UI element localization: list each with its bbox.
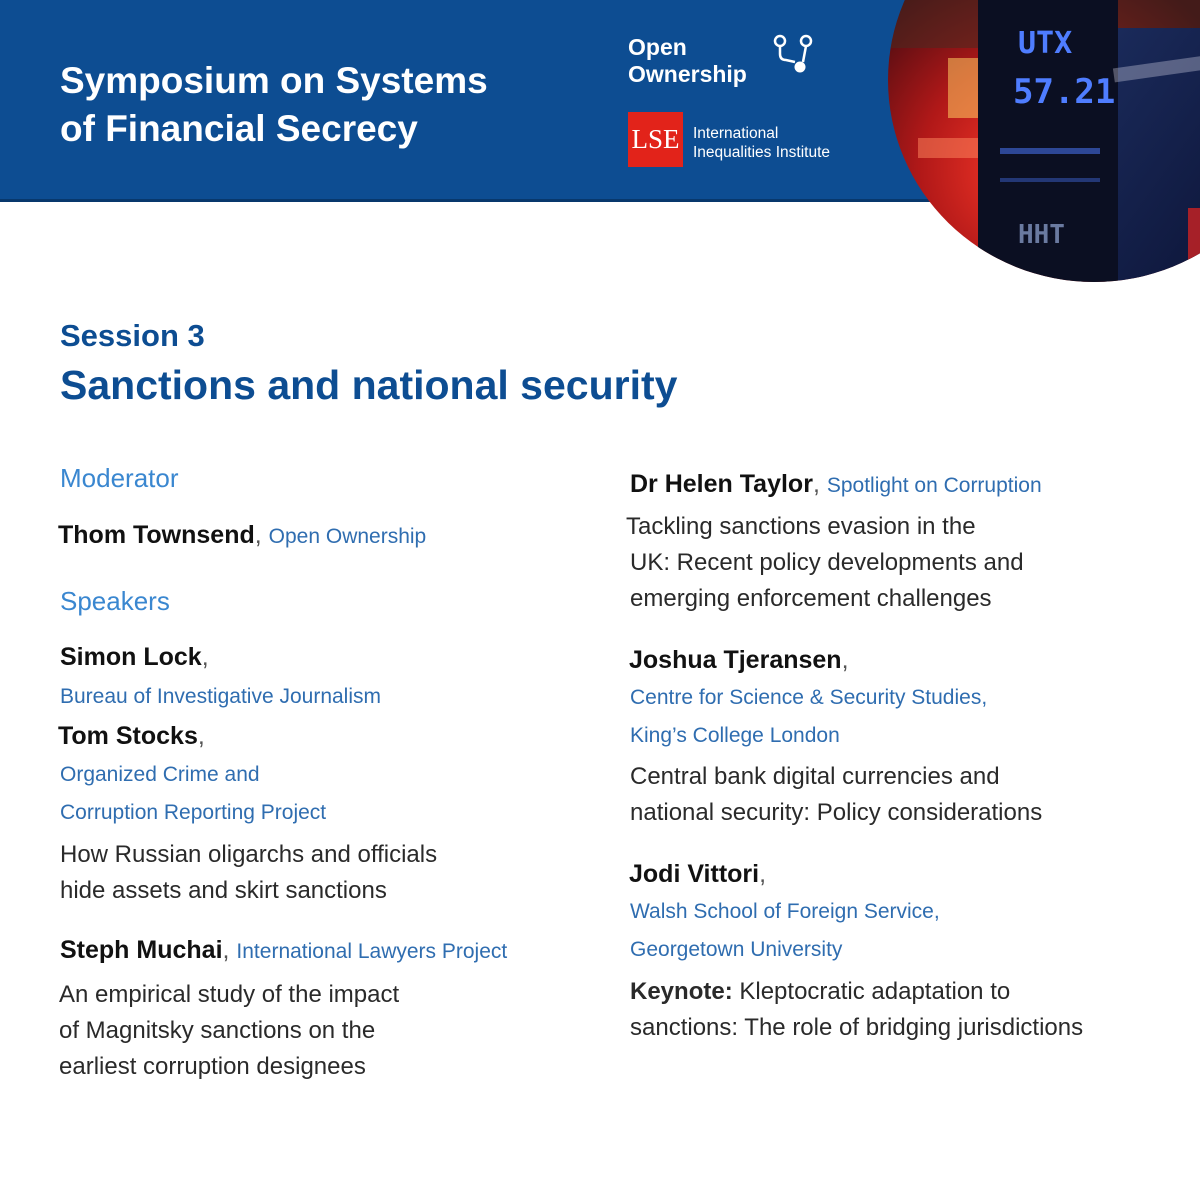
talk-line: hide assets and skirt sanctions [60,877,387,904]
keynote-label: Keynote: [630,978,733,1005]
talk-title [630,759,1042,831]
open-ownership-logo [628,34,747,88]
moderator-entry: Thom Townsend, Open Ownership [58,521,427,549]
ticker-text-2: 57.21 [1013,72,1116,112]
speaker-name: Simon Lock [60,643,202,671]
talk-line: Kleptocratic adaptation to [739,978,1011,1005]
event-title-line1: Symposium on Systems [60,60,488,101]
speaker-joshua-tjeransen: Joshua Tjeransen, [629,646,849,674]
speaker-name: Joshua Tjeransen [629,646,842,674]
talk-line: emerging enforcement challenges [630,585,992,612]
ticker-text-3: HHT [1018,220,1065,250]
speaker-affiliation: Spotlight on Corruption [826,474,1042,497]
lse-institute-name [693,124,830,162]
talk-line: sanctions: The role of bridging jurisdictions [630,1014,1084,1041]
moderator-name: Thom Townsend [58,521,255,549]
speaker-simon-lock: Simon Lock, [60,643,209,671]
talk-line: UK: Recent policy developments and [630,549,1024,576]
speaker-name: Jodi Vittori [629,860,760,888]
speaker-jodi-vittori: Jodi Vittori, [629,860,767,888]
talk-line: earliest corruption designees [59,1053,366,1080]
speaker-tom-stocks: Tom Stocks, [58,722,205,750]
session-number: Session 3 [60,318,205,353]
speaker-helen-taylor: Dr Helen Taylor, Spotlight on Corruption [630,470,1042,498]
talk-title [59,977,399,1085]
talk-line: An empirical study of the impact [59,981,400,1008]
speaker-name: Steph Muchai [60,936,223,964]
speaker-affiliation-line1: Walsh School of Foreign Service, [630,900,940,923]
ticker-text-1: UTX [1018,26,1073,61]
talk-line: national security: Policy considerations [630,799,1043,826]
speaker-steph-muchai: Steph Muchai, International Lawyers Project [60,936,508,964]
lse-inst-line1: International [693,125,779,142]
talk-line: Central bank digital currencies and [630,763,1000,790]
speaker-affiliation-line2: Corruption Reporting Project [60,801,327,824]
speaker-name: Tom Stocks [58,722,198,750]
network-nodes-icon [773,34,815,76]
talk-line: Tackling sanctions evasion in the [626,513,976,540]
event-title [60,57,580,153]
talk-title [626,509,1024,617]
speaker-affiliation-line1: Organized Crime and [60,763,260,786]
talk-title [60,837,437,909]
talk-line: How Russian oligarchs and officials [60,841,438,868]
keynote-talk-title [630,974,1083,1046]
stock-ticker-photo [888,0,1200,282]
moderator-heading: Moderator [60,463,179,493]
speaker-affiliation-line1: Centre for Science & Security Studies, [630,686,988,709]
ticker-photo-image [888,0,1200,282]
speaker-affiliation-line2: King’s College London [630,724,840,747]
speaker-affiliation: Bureau of Investigative Journalism [60,685,381,708]
speaker-affiliation: International Lawyers Project [236,940,508,963]
oo-logo-line2: Ownership [628,61,747,87]
speaker-affiliation-line2: Georgetown University [630,938,843,961]
session-title: Sanctions and national security [60,362,678,408]
oo-logo-line1: Open [628,34,687,60]
speaker-name: Dr Helen Taylor [630,470,813,498]
event-title-line2: of Financial Secrecy [60,108,418,149]
lse-logo: LSE [628,112,683,167]
moderator-affiliation: Open Ownership [268,525,427,548]
speakers-heading: Speakers [60,586,170,616]
talk-line: of Magnitsky sanctions on the [59,1017,376,1044]
lse-inst-line2: Inequalities Institute [693,144,831,161]
